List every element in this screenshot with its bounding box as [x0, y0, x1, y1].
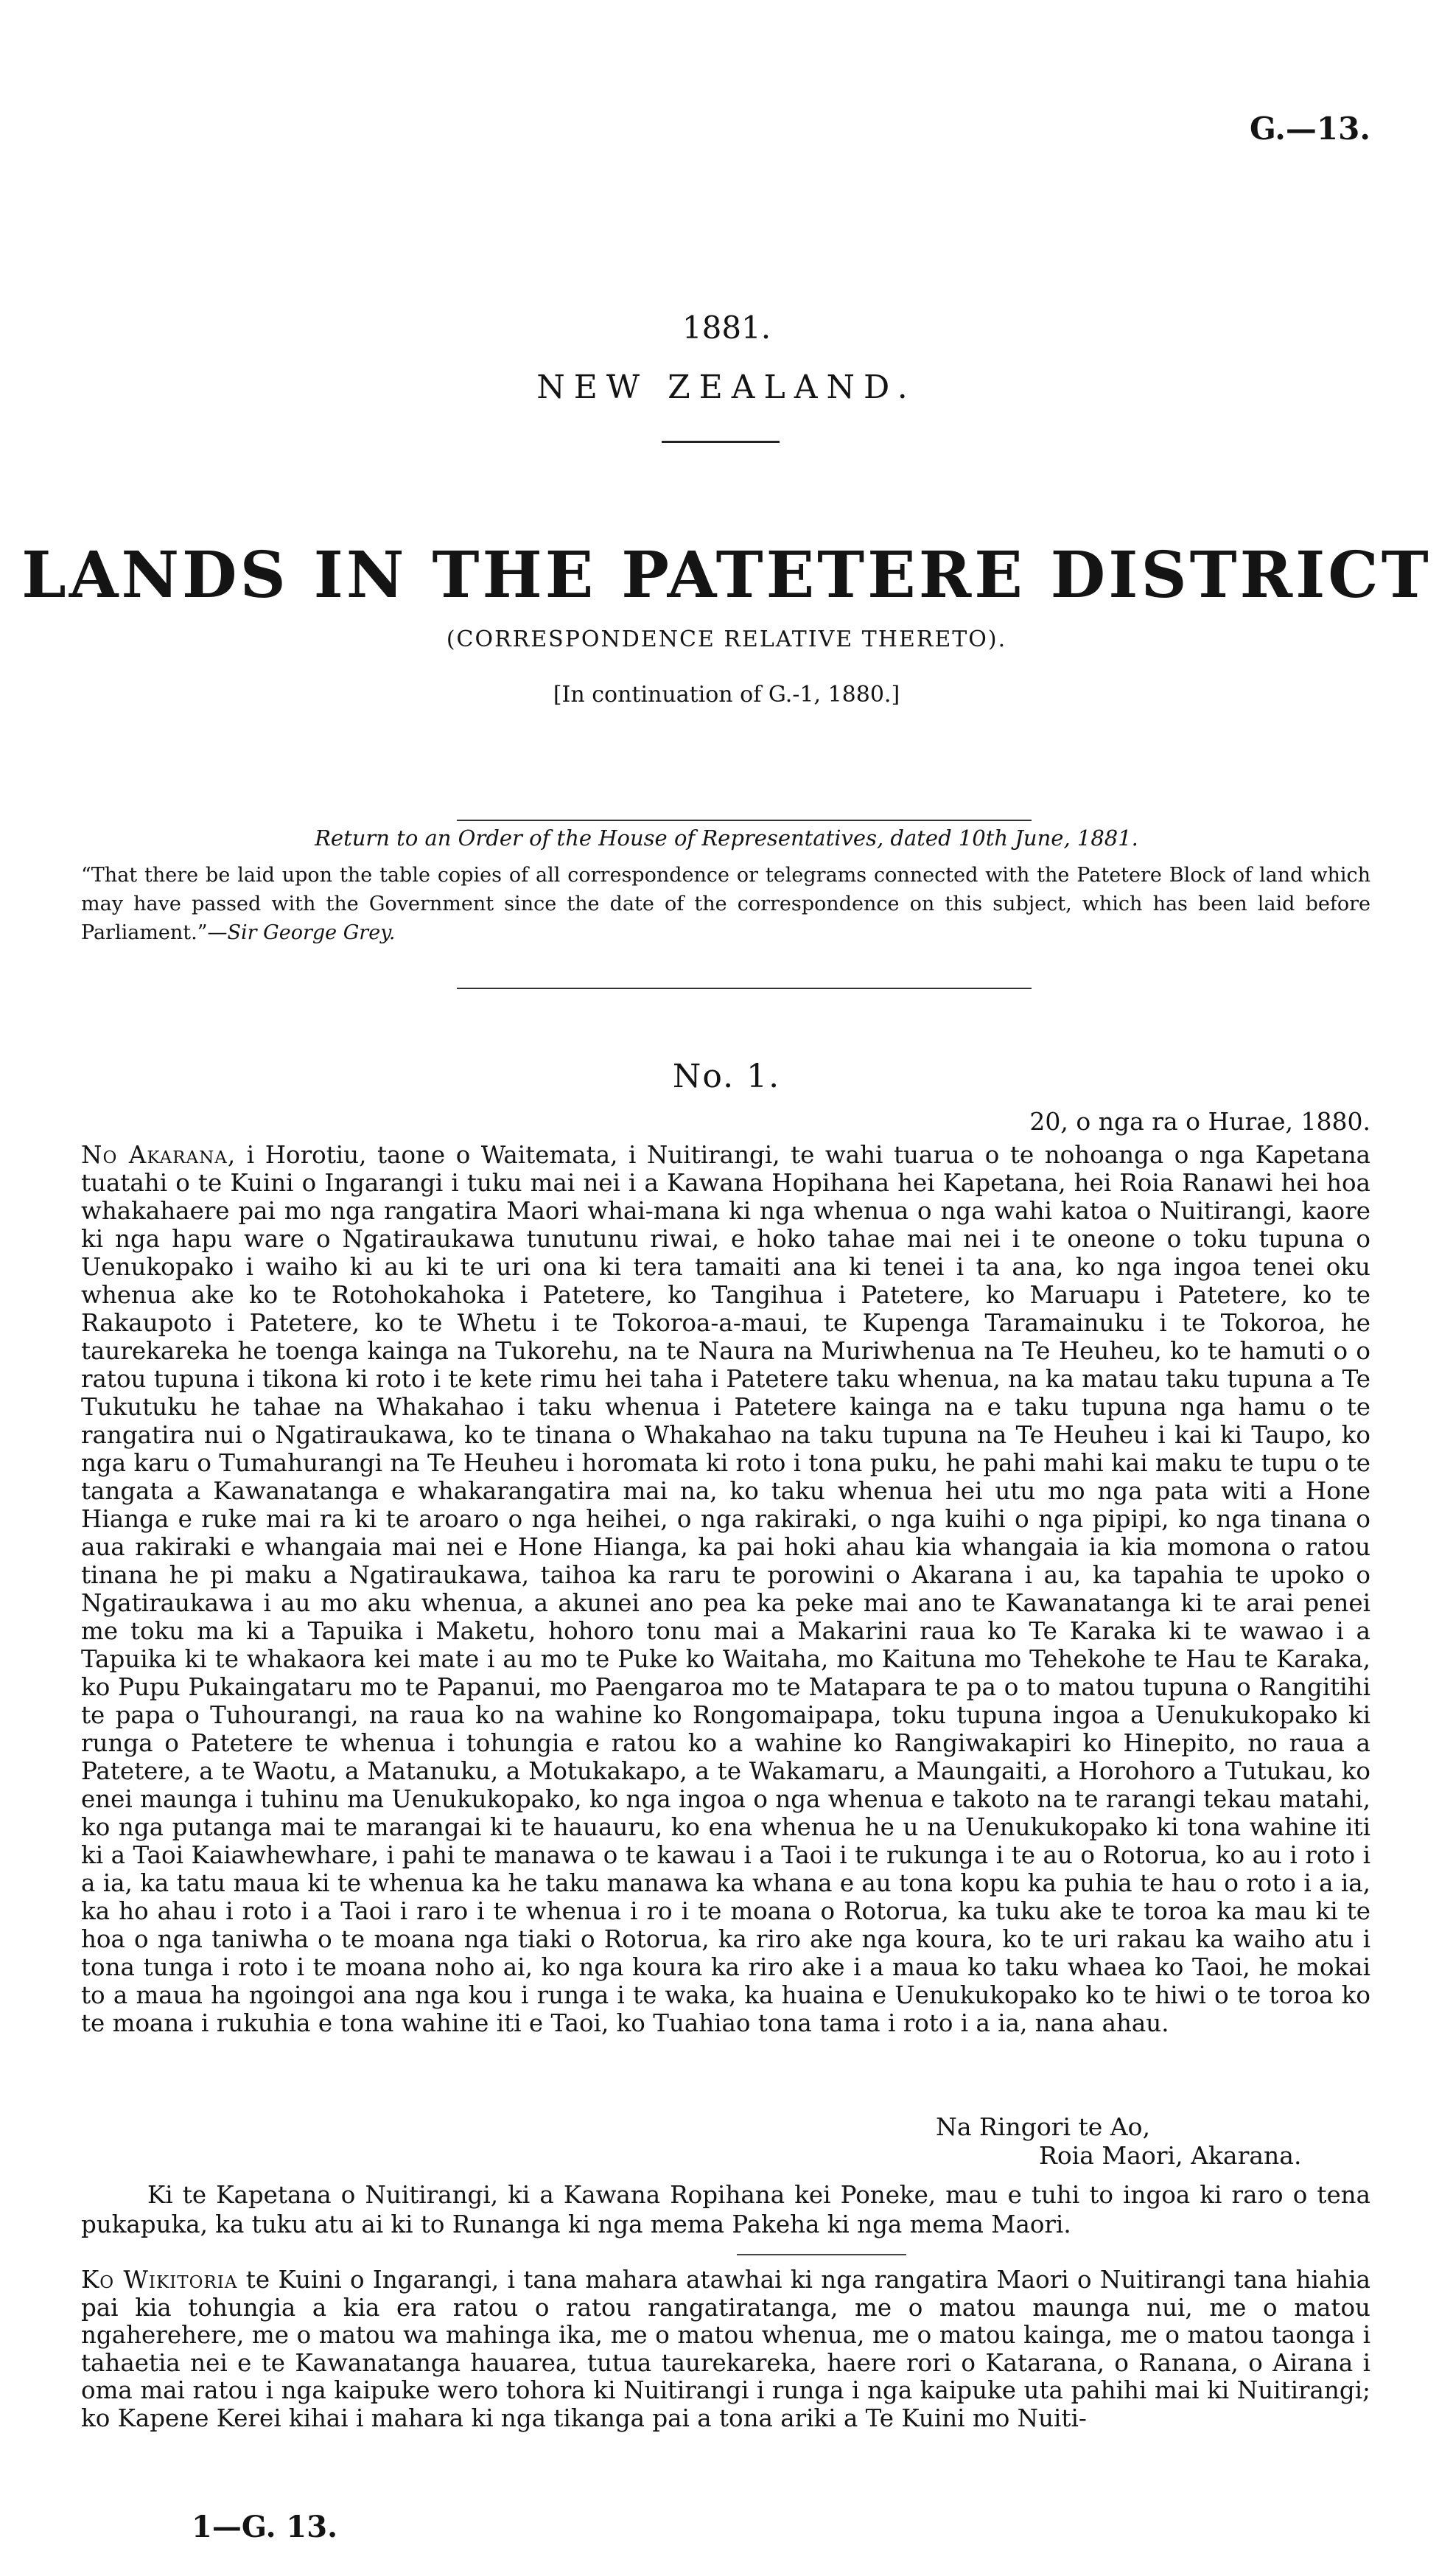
letter-number: No. 1. [672, 1058, 781, 1095]
order-quote [81, 861, 1370, 947]
letter-opening: No Akarana, [81, 1141, 237, 1169]
order-rule-bottom [457, 988, 1032, 989]
country: NEW ZEALAND. [536, 369, 917, 406]
letter-body [81, 1141, 1370, 2037]
letter-address: Ki te Kapetana o Nuitirangi, ki a Kawana Ropihana kei Poneke, mau e tuhi to ingoa ki raro o tena pukapuka, ka tuku atu ai ki to Runanga ki nga mema Pakeha ki nga mema Maori. [81, 2181, 1370, 2238]
title-divider [662, 441, 780, 443]
second-letter-opening: Ko Wikitoria [81, 2266, 238, 2294]
order-quote-text: “That there be laid upon the table copies of all correspondence or telegrams connected with the Patetere Block of land which may have passed with the Government since the date of the correspondence on this subject, which has been laid before Parliament.”— [81, 864, 1370, 944]
letter-text: i Horotiu, taone o Waitemata, i Nuitirangi, te wahi tuarua o te nohoanga o nga Kapetana tuatahi o te Kuini o Ingarangi i tuku mai nei i a Kawana Hopihana hei Kapetana, hei Roia Ranawi hei hoa whakahaere pai mo nga rangatira Maori whai-mana ki nga whenua o nga wahi katoa o Nuitirangi, kaore ki nga hapu ware o Ngatiraukawa tunutunu riwai, e hoko tahae mai nei i te oneone o toku tupuna o Uenukopako i waiho ki au ki te uri ona ki tera tamaiti ana ki tenei i ta ana, ko nga ingoa tenei oku whenua ake ko te Rotohokahoka i Patetere, ko Tangihua i Patetere, ko Maruapu i Patetere, ko te Rakaupoto i Patetere, ko te Whetu i te Tokoroa-a-maui, te Kupenga Taramainuku i te Tokoroa, he taurekareka he toenga kainga na Tukorehu, na te Naura na Muriwhenua na Te Heuheu, ko te hamuti o o ratou tupuna i tikona ki roto i te kete rimu hei taha i Patetere taku whenua, na ka matau taku tupuna a Te Tukutuku he tahae na Whakahao i taku whenua i Patetere kainga na e taku tupuna nga hamu o te rangatira nui o Ngatiraukawa, ko te tinana o Whakahao na taku tupuna na Te Heuheu i kai ki Taupo, ko nga karu o Tumahurangi na Te Heuheu i horomata ki roto i tona puku, he pahi mahi kai maku te tupu o te tangata a Kawanatanga e whakarangatira mai na, ko taku whenua hei utu mo nga pata witi a Hone Hianga e ruke mai ra ki te aroaro o nga heihei, o nga rakiraki, o nga kuihi o nga pipipi, ko nga tinana o aua rakiraki e whangaia mai nei e Hone Hianga, ka pai hoki ahau kia whangaia ia kia momona o ratou tinana he pi maku a Ngatiraukawa, taihoa ka raru te porowini o Akarana i au, ka tapahia te upoko o Ngatiraukawa i au mo aku whenua, a akunei ano pea ka peke mai ano te Kawanatanga ki te arai penei me toku ma ki a Tapuika i Maketu, hohoro tonu mai a Makarini raua ko Te Karaka ki te wawao i a Tapuika ki te whakaora kei mate i au mo te Puke ko Waitaha, mo Kaituna mo Tehekohe te Hau te Karaka, ko Pupu Pukaingataru mo te Papanui, mo Paengaroa mo te Matapara te pa o to matou tupuna o Rangitihi te papa o Tuhourangi, na raua ko na wahine ko Rongomaipapa, toku tupuna ingoa a Uenukukopako ki runga o Patetere te whenua i tohungia e ratou ko a wahine ko Rangiwakapiri ko Hinepito, no raua a Patetere, a te Waotu, a Matanuku, a Motukakapo, a te Wakamaru, a Maungaiti, a Horohoro a Tutukau, ko enei maunga i tuhinu ma Uenukukopako, ko nga ingoa o nga whenua e takoto na te rarangi tekau matahi, ko nga putanga mai te marangai ki te hauauru, ko ena whenua he u na Uenukukopako ki tona wahine iti ki a Taoi Kaiawhewhare, i pahi te manawa o te kawau i a Taoi i te rukunga i te au o Rotorua, ko au i roto i a ia, ka tatu maua ki te whenua ka he taku manawa ka whana e au tona kopu ka puhia te hau o roto i a ia, ka ho ahau i roto i a Taoi i raro i te whenua i ro i te moana o Rotorua, ka tuku ake te toroa ka mau ki te hoa o nga taniwha o te moana nga tiaki o Rotorua, ka riro ake nga koura, ko te uri rakau ka waiho atu i tona tunga i roto i te moana noho ai, ko nga koura ka riro ake i a maua ko taku whaea ko Taoi, he mokai to a maua ha ngoingoi ana nga kou i runga i te waka, ka huaina e Uenukukopako ko te hiwi o te toroa ko te moana i rukuhia e tona wahine iti e Taoi, ko Tuahiao tona tama i roto i a ia, nana ahau. [81, 1141, 1371, 2037]
signature-role: Roia Maori, Akarana. [1039, 2141, 1302, 2170]
page-code: G.—13. [1249, 111, 1370, 147]
signature-name: Na Ringori te Ao, [936, 2112, 1150, 2141]
letter-date: 20, o nga ra o Hurae, 1880. [1029, 1107, 1370, 1136]
second-letter-text: te Kuini o Ingarangi, i tana mahara atawhai ki nga rangatira Maori o Nuitirangi tana hiahia pai kia tohungia a kia era ratou o ratou rangatiratanga, me o matou maunga nui, me o matou ngaherehere, me o matou wa mahinga ika, me o matou whenua, me o matou kainga, me o matou taonga i tahaetia nei e te Kawanatanga hauarea, tutua taurekareka, haere rori o Katarana, o Ranana, o Airana i oma mai ratou i nga kaipuke wero tohora ki Nuitirangi i runga i nga kaipuke uta pahihi mai ki Nuitirangi; ko Kapene Kerei kihai i mahara ki nga tikanga pai a tona ariki a Te Kuini mo Nuiti- [81, 2266, 1370, 2432]
year: 1881. [682, 310, 771, 346]
page-title: LANDS IN THE PATETERE DISTRICT [21, 538, 1432, 612]
order-title: Return to an Order of the House of Representatives, dated 10th June, 1881. [315, 825, 1138, 851]
section-divider [737, 2254, 906, 2255]
continuation-note: [In continuation of G.-1, 1880.] [553, 682, 900, 708]
footer-signature-mark: 1—G. 13. [192, 2510, 338, 2544]
order-rule-top [457, 820, 1032, 821]
order-quote-author: Sir George Grey. [227, 921, 396, 944]
second-letter-body [81, 2266, 1370, 2432]
subtitle: (CORRESPONDENCE RELATIVE THERETO). [446, 626, 1007, 652]
